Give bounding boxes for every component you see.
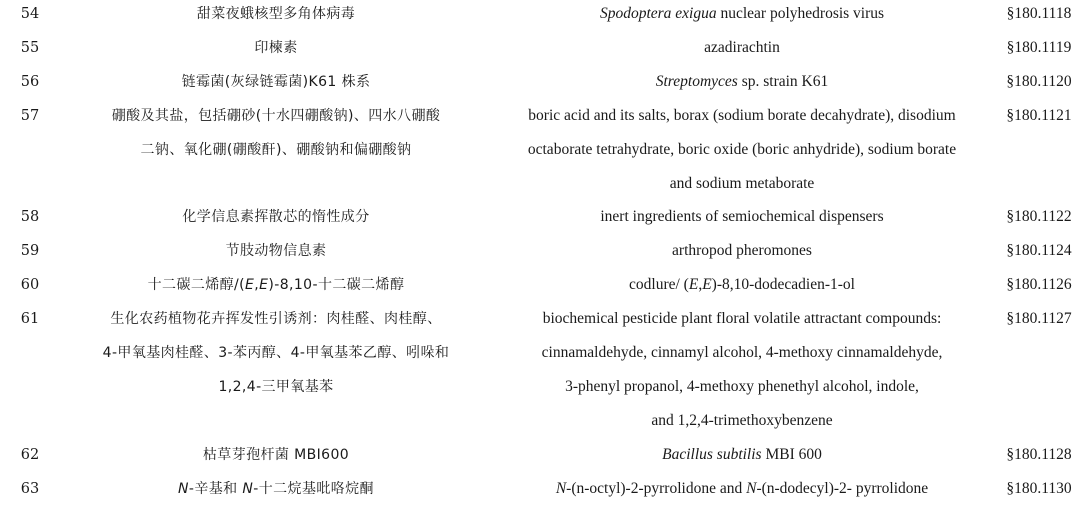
english-name: [500, 438, 984, 472]
name-text: )-8,10-dodecadien-1-ol: [711, 276, 855, 293]
chinese-name-line: 甜菜夜蛾核型多角体病毒: [196, 6, 356, 22]
chinese-name-line: 节肢动物信息素: [225, 243, 327, 259]
name-text: MBI 600: [761, 446, 822, 463]
english-name-line: cinnamaldehyde, cinnamyl alcohol, 4-methoxy cinnamaldehyde,: [541, 344, 943, 361]
english-name: [500, 0, 984, 31]
chinese-name-line: [70, 472, 482, 506]
english-name-line: and 1,2,4-trimethoxybenzene: [651, 412, 833, 429]
species-name: Bacillus subtilis: [662, 446, 762, 463]
english-name-line: [500, 472, 984, 506]
n-prefix: N: [555, 480, 567, 497]
chinese-name: [70, 31, 482, 65]
row-number: 58: [20, 209, 40, 225]
name-text: codlure/ (: [629, 276, 689, 293]
name-text: )-8,10-十二碳二烯醇: [268, 277, 405, 293]
regulation-reference: §180.1121: [1006, 107, 1072, 124]
row-number: 59: [20, 243, 40, 259]
english-name-line: biochemical pesticide plant floral volatile attractant compounds:: [542, 310, 942, 327]
english-name-line: [500, 438, 984, 472]
stereo-descriptor: E: [245, 277, 255, 293]
name-text: ,: [698, 276, 703, 293]
chinese-name: [70, 65, 482, 99]
chinese-name-line: 化学信息素挥散芯的惰性成分: [182, 209, 370, 225]
row-number: 55: [20, 40, 40, 56]
chinese-name: [70, 268, 482, 302]
english-name: [500, 302, 984, 438]
english-name: [500, 31, 984, 65]
english-name-line: arthropod pheromones: [672, 242, 812, 259]
english-name-line: inert ingredients of semiochemical dispensers: [600, 208, 884, 225]
regulation-reference: §180.1122: [1006, 208, 1072, 225]
stereo-descriptor: E: [702, 276, 712, 293]
chinese-name-line: [70, 268, 482, 302]
english-name: [500, 234, 984, 268]
chinese-name: [70, 472, 482, 506]
english-name-line: azadirachtin: [704, 39, 780, 56]
chinese-name-line: 硼酸及其盐，包括硼砂(十水四硼酸钠)、四水八硼酸: [111, 108, 441, 124]
row-number: 60: [20, 277, 40, 293]
english-name: [500, 99, 984, 201]
row-number: 62: [20, 447, 40, 463]
row-number: 63: [20, 481, 40, 497]
n-prefix: N: [178, 481, 189, 497]
name-text: -(n-octyl)-2-pyrrolidone and: [566, 480, 747, 497]
regulation-reference: §180.1127: [1006, 310, 1072, 327]
english-name-line: and sodium metaborate: [669, 175, 815, 192]
regulation-reference: §180.1119: [1006, 39, 1072, 56]
name-text: ,: [254, 277, 260, 293]
genus-name: Streptomyces: [655, 73, 738, 90]
name-text: sp. strain K61: [737, 73, 829, 90]
english-name-line: [500, 268, 984, 302]
chinese-name-line: 二钠、氧化硼(硼酸酐)、硼酸钠和偏硼酸钠: [140, 142, 412, 158]
english-name-line: boric acid and its salts, borax (sodium borate decahydrate), disodium: [528, 107, 956, 124]
name-text: -十二烷基吡咯烷酮: [253, 481, 374, 497]
english-name: [500, 200, 984, 234]
regulation-reference: §180.1124: [1006, 242, 1072, 259]
chinese-name-line: 链霉菌(灰绿链霉菌)K61 株系: [181, 74, 371, 90]
chinese-name: [70, 438, 482, 472]
regulation-reference: §180.1130: [1006, 480, 1072, 497]
english-name: [500, 472, 984, 506]
species-name: Spodoptera exigua: [599, 5, 717, 22]
chinese-name: [70, 302, 482, 404]
regulation-reference: §180.1120: [1006, 73, 1072, 90]
n-prefix: N: [746, 480, 757, 497]
stereo-descriptor: E: [688, 276, 699, 293]
chinese-name-line: 生化农药植物花卉挥发性引诱剂：肉桂醛、肉桂醇、: [110, 311, 442, 327]
row-number: 54: [20, 6, 40, 22]
row-number: 57: [20, 108, 40, 124]
chinese-name-line: 枯草芽孢杆菌 MBI600: [202, 447, 350, 463]
chinese-name: [70, 200, 482, 234]
chinese-name: [70, 0, 482, 31]
name-text: -辛基和: [188, 481, 243, 497]
english-name-line: 3-phenyl propanol, 4-methoxy phenethyl alcohol, indole,: [565, 378, 919, 395]
name-text: 十二碳二烯醇/(: [147, 277, 246, 293]
chinese-name-line: 印楝素: [254, 40, 298, 56]
english-name-line: octaborate tetrahydrate, boric oxide (boric anhydride), sodium borate: [527, 141, 957, 158]
english-name: [500, 268, 984, 302]
n-prefix: N: [242, 481, 254, 497]
chinese-name-line: 1,2,4-三甲氧基苯: [218, 379, 334, 395]
stereo-descriptor: E: [259, 277, 269, 293]
chinese-name-line: 4-甲氧基肉桂醛、3-苯丙醇、4-甲氧基苯乙醇、吲哚和: [102, 345, 450, 361]
english-name-line: [500, 65, 984, 99]
chinese-name: [70, 234, 482, 268]
regulation-reference: §180.1118: [1006, 5, 1072, 22]
name-text: -(n-dodecyl)-2- pyrrolidone: [756, 480, 929, 497]
english-name: [500, 65, 984, 99]
english-name-line: [500, 0, 984, 31]
regulation-reference: §180.1126: [1006, 276, 1072, 293]
chinese-name: [70, 99, 482, 167]
regulation-reference: §180.1128: [1006, 446, 1072, 463]
name-text: nuclear polyhedrosis virus: [716, 5, 885, 22]
row-number: 56: [20, 74, 40, 90]
row-number: 61: [20, 311, 40, 327]
